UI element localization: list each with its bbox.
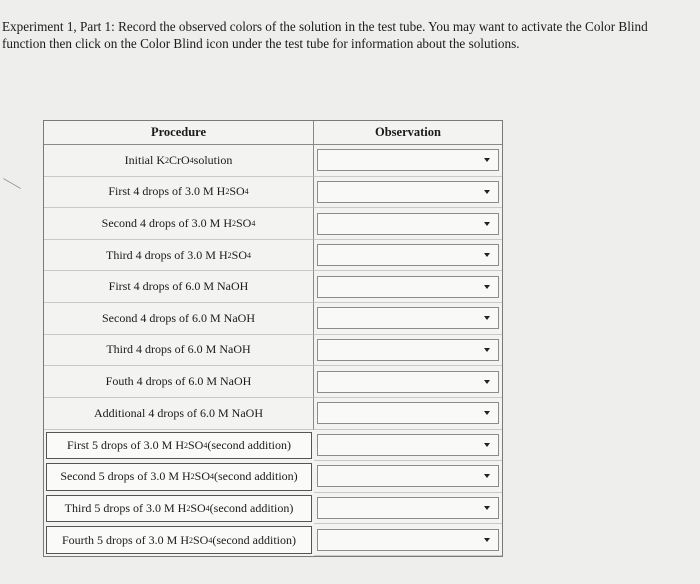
pen-mark [3, 178, 21, 189]
observation-cell [314, 271, 502, 303]
procedure-text: SO [231, 247, 247, 262]
observation-dropdown[interactable] [317, 465, 499, 487]
procedure-text: Third 4 drops of 6.0 M NaOH [106, 342, 251, 357]
procedure-text: Fourth 5 drops of 3.0 M H [61, 532, 189, 547]
subscript: 2 [164, 155, 169, 165]
procedure-text: SO [190, 501, 206, 516]
subscript: 4 [244, 187, 249, 197]
procedure-cell [46, 495, 312, 523]
chevron-down-icon[interactable] [484, 474, 490, 478]
observation-cell [314, 303, 502, 335]
subscript: 2 [186, 504, 191, 514]
procedure-text: First 4 drops of 3.0 M H [108, 184, 226, 199]
chevron-down-icon[interactable] [484, 348, 490, 352]
procedure-text: solution [193, 152, 233, 167]
procedure-text: First 4 drops of 6.0 M NaOH [108, 279, 249, 294]
chevron-down-icon[interactable] [484, 222, 490, 226]
subscript: 4 [189, 155, 194, 165]
subscript: 2 [190, 472, 195, 482]
observation-dropdown[interactable] [317, 181, 499, 203]
observation-cell [314, 524, 502, 556]
observation-dropdown[interactable] [317, 307, 499, 329]
procedure-text: Second 4 drops of 6.0 M NaOH [102, 310, 255, 325]
observation-header: Observation [314, 121, 502, 145]
chevron-down-icon[interactable] [484, 411, 490, 415]
observation-dropdown[interactable] [317, 244, 499, 266]
subscript: 4 [247, 250, 251, 260]
observation-dropdown[interactable] [317, 497, 499, 519]
observation-dropdown[interactable] [317, 434, 499, 456]
chevron-down-icon[interactable] [484, 285, 490, 289]
subscript: 2 [231, 219, 236, 229]
observation-cell [314, 493, 502, 525]
observation-cell [314, 398, 502, 430]
observation-cell [314, 366, 502, 398]
chevron-down-icon[interactable] [484, 443, 490, 447]
subscript: 4 [208, 535, 213, 545]
procedure-observation-table [43, 120, 503, 557]
observation-dropdown[interactable] [317, 371, 499, 393]
procedure-cell [44, 335, 314, 367]
observation-cell [314, 177, 502, 209]
procedure-cell [44, 303, 314, 335]
subscript: 2 [227, 250, 232, 260]
subscript: 2 [184, 440, 188, 450]
chevron-down-icon[interactable] [484, 316, 490, 320]
procedure-cell [44, 145, 314, 177]
procedure-text: CrO [168, 152, 190, 167]
procedure-header: Procedure [44, 121, 314, 145]
procedure-text: Second 4 drops of 3.0 M H [101, 216, 232, 231]
procedure-text: First 5 drops of 3.0 M H [66, 437, 184, 452]
procedure-text: SO [229, 184, 245, 199]
subscript: 4 [203, 440, 208, 450]
procedure-text: (second addition) [209, 501, 294, 516]
chevron-down-icon[interactable] [484, 253, 490, 257]
procedure-text: Additional 4 drops of 6.0 M NaOH [94, 405, 263, 420]
procedure-cell [44, 208, 314, 240]
observation-dropdown[interactable] [317, 339, 499, 361]
procedure-text: (second addition) [212, 532, 296, 547]
observation-cell [314, 240, 502, 272]
procedure-cell [46, 463, 312, 491]
instructions-text: Experiment 1, Part 1: Record the observed colors of the solution in the test tube. You may want to activate the Color Blind function then click on the Color Blind icon under the test tube for information about the solutions. [2, 19, 648, 51]
procedure-cell [44, 271, 314, 303]
procedure-text: (second addition) [214, 469, 298, 484]
procedure-text: Fouth 4 drops of 6.0 M NaOH [105, 374, 252, 389]
observation-cell [314, 430, 502, 462]
procedure-text: SO [188, 437, 204, 452]
subscript: 4 [210, 472, 214, 482]
procedure-cell [44, 177, 314, 209]
procedure-cell [44, 398, 314, 430]
procedure-text: Third 4 drops of 3.0 M H [105, 247, 228, 262]
procedure-text: (second addition) [207, 437, 291, 452]
procedure-text: Third 5 drops of 3.0 M H [64, 501, 187, 516]
procedure-cell [44, 366, 314, 398]
subscript: 4 [251, 219, 256, 229]
chevron-down-icon[interactable] [484, 506, 490, 510]
procedure-text: SO [193, 532, 209, 547]
procedure-cell [44, 240, 314, 272]
chevron-down-icon[interactable] [484, 158, 490, 162]
chevron-down-icon[interactable] [484, 380, 490, 384]
subscript: 2 [225, 187, 230, 197]
observation-dropdown[interactable] [317, 529, 499, 551]
observation-dropdown[interactable] [317, 276, 499, 298]
observation-dropdown[interactable] [317, 213, 499, 235]
observation-dropdown[interactable] [317, 402, 499, 424]
observation-cell [314, 208, 502, 240]
procedure-cell [46, 526, 312, 554]
procedure-text: Initial K [124, 152, 165, 167]
subscript: 4 [205, 504, 210, 514]
procedure-text: SO [235, 216, 252, 231]
observation-cell [314, 461, 502, 493]
procedure-text: Second 5 drops of 3.0 M H [60, 469, 191, 484]
observation-cell [314, 335, 502, 367]
observation-dropdown[interactable] [317, 149, 499, 171]
chevron-down-icon[interactable] [484, 190, 490, 194]
observation-cell [314, 145, 502, 177]
chevron-down-icon[interactable] [484, 538, 490, 542]
procedure-text: SO [194, 469, 210, 484]
procedure-cell [46, 432, 312, 460]
subscript: 2 [189, 535, 193, 545]
